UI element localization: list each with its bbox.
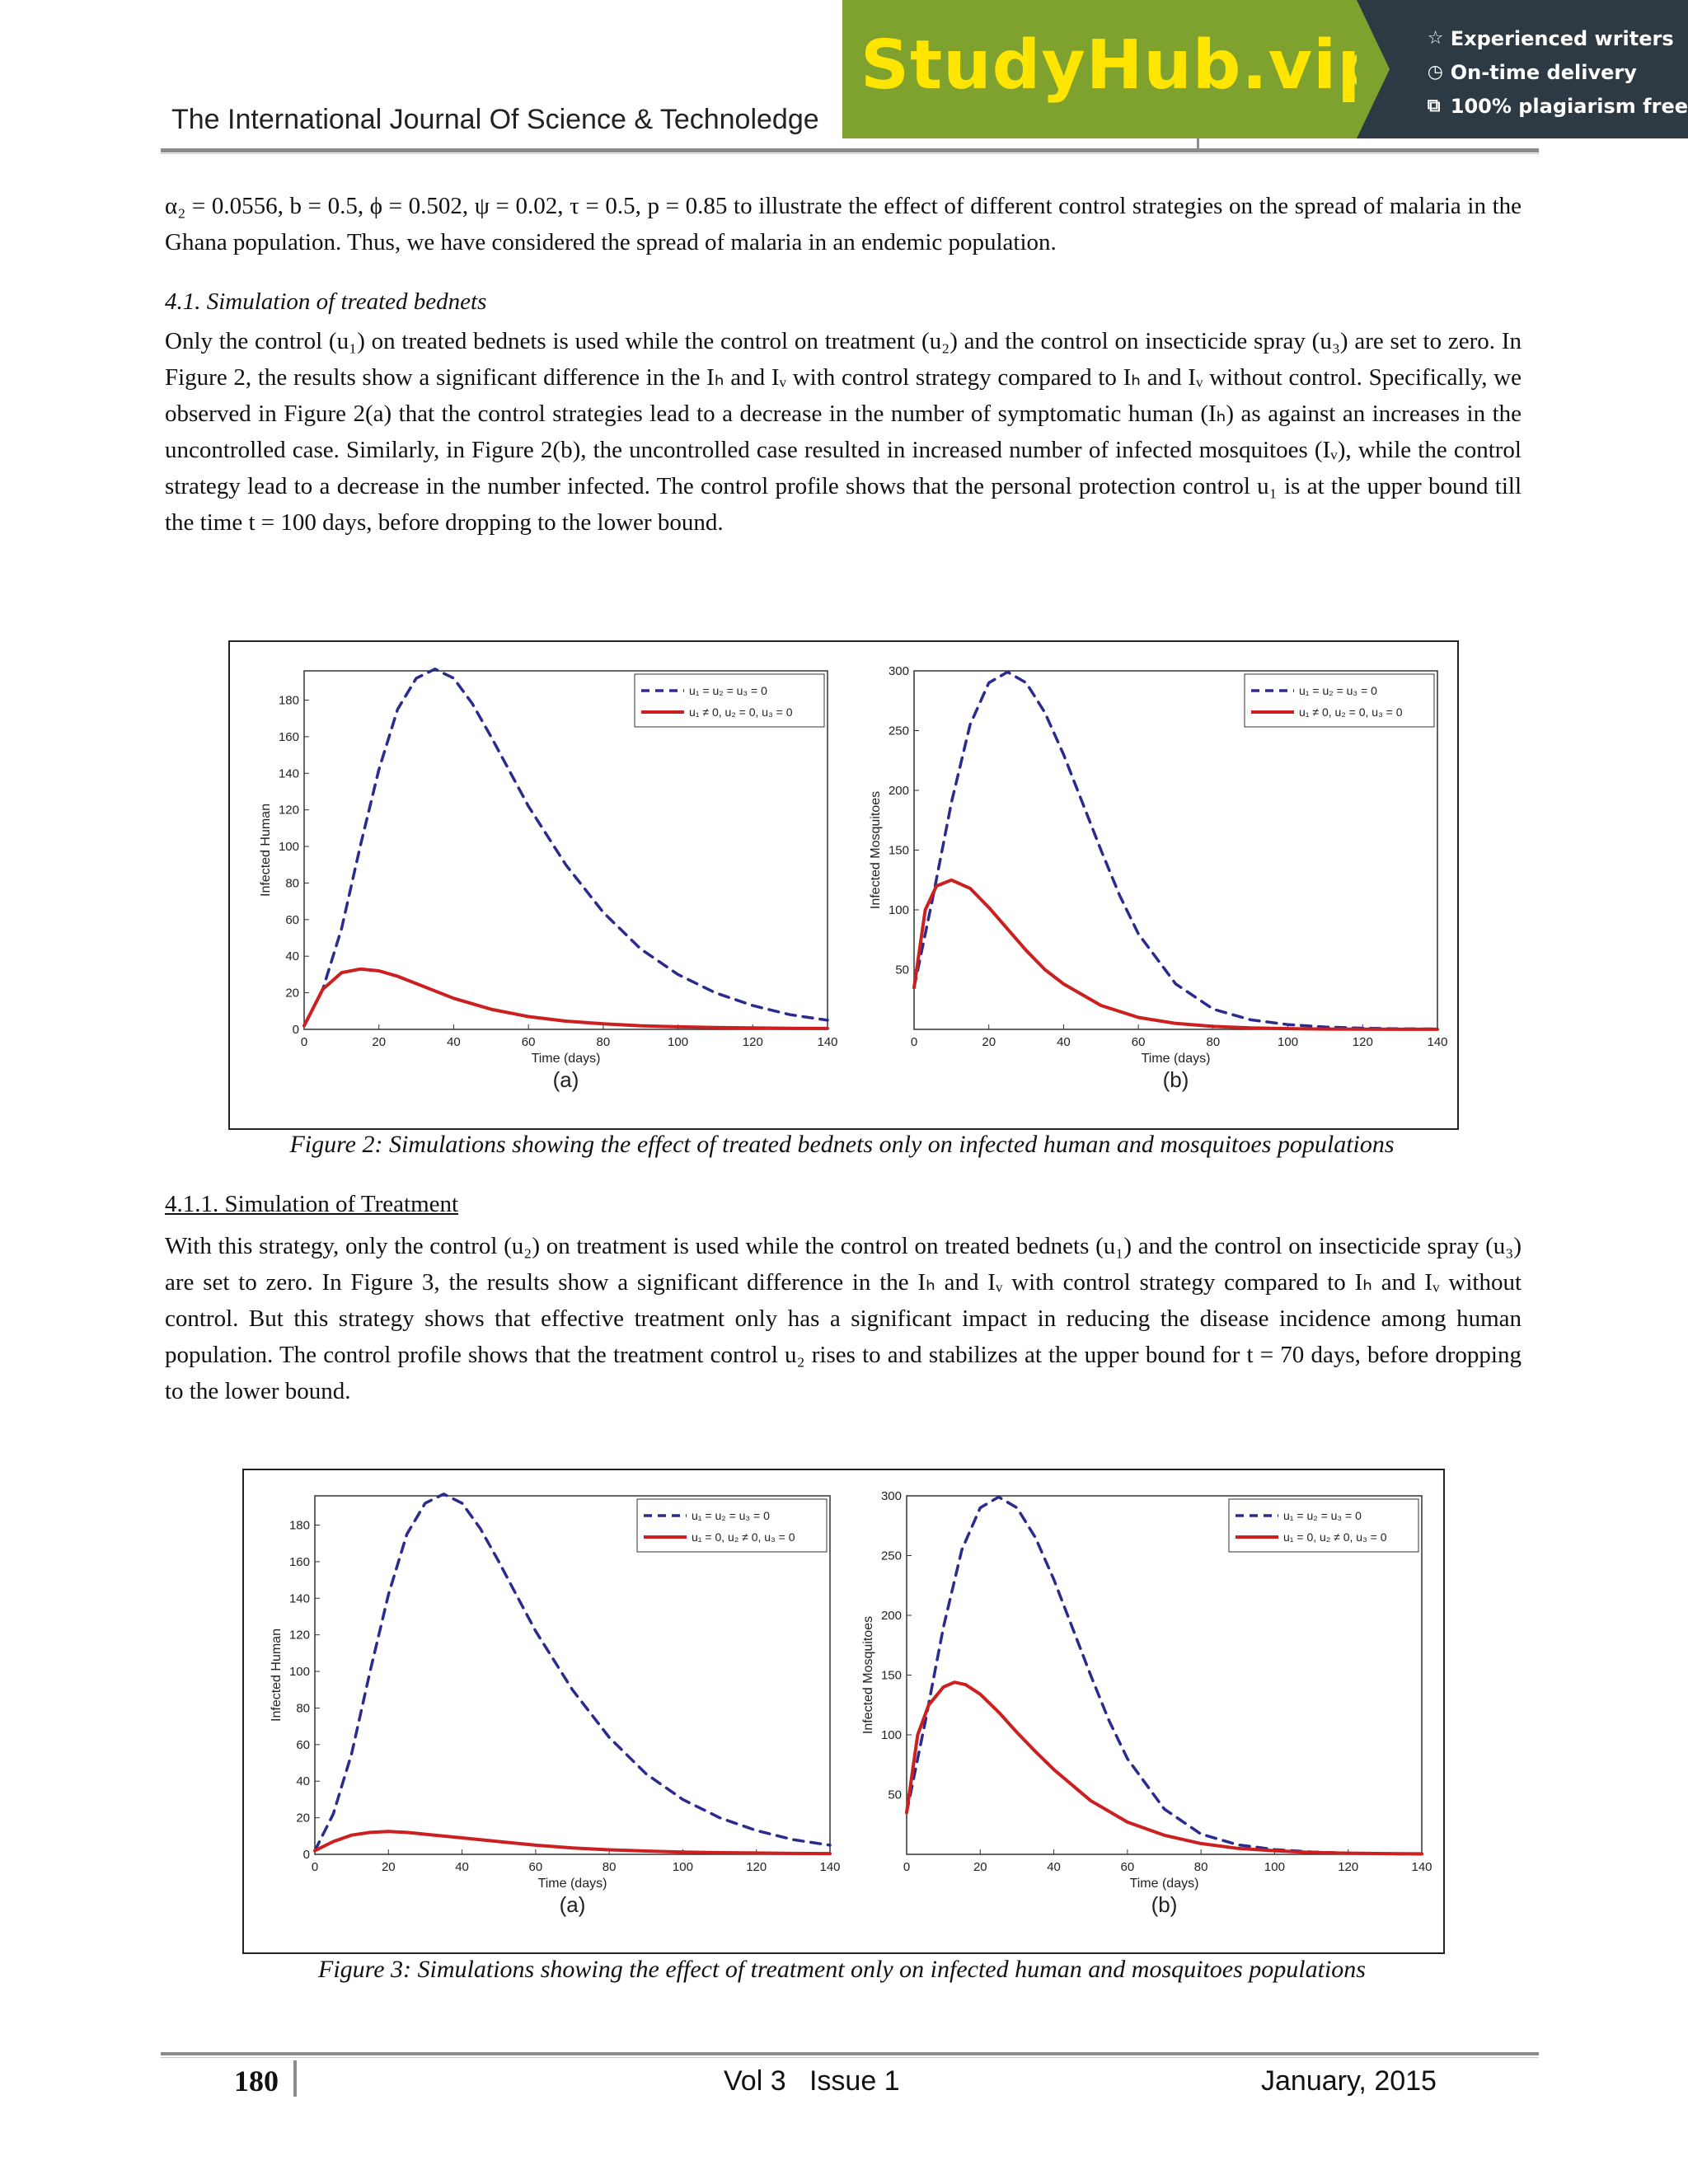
ad-feature-label: 100% plagiarism free [1450,94,1688,118]
legend-box [635,674,824,727]
y-tick-label: 160 [288,1554,310,1569]
x-tick-label: 80 [596,1035,611,1049]
bednets-paragraph: Only the control (u₁) on treated bednets is used while the control on treatment (u₂) and the control on insecticide spray (u₃) are set to zero. In Figure 2, the results show a significant difference in the Iₕ and Iᵥ with control strategy compared to Iₕ and Iᵥ without control. Specifically, we observed in Figure 2(a) that the control strategies lead to a decrease in the number of symptomatic human (Iₕ) as against an increases in the uncontrolled case. Similarly, in Figure 2(b), the uncontrolled case resulted in increased number of infected mosquitoes (Iᵥ), while the control strategy lead to a decrease in the number infected. The control profile shows that the personal protection control u₁ is at the upper bound till the time t = 100 days, before dropping to the lower bound. [165,328,1522,536]
figure-3-box [242,1469,1445,1954]
ad-feature-delivery [1428,55,1688,89]
figure-2a-chart [246,658,840,1104]
x-tick-label: 100 [668,1035,689,1049]
y-tick-label: 80 [296,1701,310,1716]
y-tick-label: 200 [888,784,909,798]
x-tick-label: 20 [372,1035,387,1049]
x-tick-label: 100 [1278,1035,1299,1049]
y-tick-label: 160 [278,729,299,744]
y-axis-label: Infected Mosquitoes [869,790,883,910]
y-tick-label: 60 [285,912,299,927]
legend-entry: u₁ = 0, u₂ ≠ 0, u₃ = 0 [1283,1530,1387,1544]
x-tick-label: 80 [1193,1860,1208,1874]
y-tick-label: 20 [285,986,299,1001]
y-tick-label: 120 [278,803,299,818]
x-tick-label: 140 [1411,1860,1432,1874]
x-tick-label: 120 [1338,1860,1359,1874]
ad-logo-panel[interactable] [842,0,1386,138]
intro-paragraph: α₂ = 0.0556, b = 0.5, ϕ = 0.502, ψ = 0.02, τ = 0.5, p = 0.85 to illustrate the effect of different control strategies on the spread of malaria in the Ghana population. Thus, we have considered the spread of malaria in an endemic population. [165,193,1522,255]
x-tick-label: 60 [1131,1035,1146,1049]
legend-box [1229,1499,1418,1552]
x-tick-label: 120 [742,1035,763,1049]
legend-box [1245,674,1434,727]
x-tick-label: 40 [1057,1035,1071,1049]
y-tick-label: 40 [285,949,299,964]
page-number: 180 [234,2064,279,2097]
x-axis-label: Time (days) [1141,1052,1211,1066]
x-tick-label: 20 [381,1860,396,1874]
y-tick-label: 200 [880,1609,902,1623]
y-tick-label: 100 [278,840,299,855]
y-tick-label: 140 [288,1591,310,1606]
ad-feature-label: Experienced writers [1450,26,1674,50]
x-tick-label: 40 [447,1035,461,1049]
x-tick-label: 40 [455,1860,469,1874]
legend-entry: u₁ = u₂ = u₃ = 0 [692,1509,770,1522]
star-icon: ☆ [1427,28,1444,49]
y-tick-label: 180 [278,693,299,708]
x-tick-label: 40 [1047,1860,1061,1874]
section-heading-treatment: 4.1.1. Simulation of Treatment [165,1191,459,1217]
y-tick-label: 0 [292,1023,299,1037]
figure-3a-chart [257,1483,842,1929]
sub-figure-label: (a) [559,1892,586,1917]
y-tick-label: 120 [288,1628,310,1643]
x-tick-label: 0 [311,1860,319,1874]
x-tick-label: 120 [746,1860,767,1874]
x-tick-label: 0 [903,1860,911,1874]
y-tick-label: 60 [296,1737,310,1752]
header-rule [161,148,1539,152]
figure-2b-chart [856,658,1450,1104]
sub-figure-label: (b) [1151,1892,1178,1917]
legend-entry: u₁ = 0, u₂ ≠ 0, u₃ = 0 [692,1530,795,1544]
controlled-series-line [315,1831,830,1854]
y-tick-label: 300 [880,1489,902,1503]
legend-entry: u₁ = u₂ = u₃ = 0 [689,684,767,697]
x-tick-label: 140 [819,1860,841,1874]
x-axis-label: Time (days) [531,1052,601,1066]
y-tick-label: 150 [888,843,909,858]
ad-features-panel [1357,0,1688,138]
sub-figure-label: (a) [552,1067,579,1092]
volume-issue: Vol 3 Issue 1 [724,2065,900,2097]
x-tick-label: 140 [817,1035,838,1049]
x-axis-label: Time (days) [537,1877,607,1891]
ad-logo[interactable]: StudyHub.vip [860,26,1386,105]
treatment-paragraph: With this strategy, only the control (u₂) on treatment is used while the control on treated bednets (u₁) and the control on insecticide spray (u₃) are set to zero. In Figure 3, the results show a significant difference in the Iₕ and Iᵥ with control strategy compared to Iₕ and Iᵥ without control. But this strategy shows that effective treatment only has a significant impact in reducing the disease incidence among human population. The control profile shows that the treatment control u₂ rises to and stabilizes at the upper bound for t = 70 days, before dropping to the lower bound. [165,1233,1522,1404]
ad-feature-label: On-time delivery [1450,60,1637,84]
y-tick-label: 80 [285,876,299,891]
y-tick-label: 20 [296,1811,310,1825]
x-tick-label: 100 [1264,1860,1285,1874]
y-tick-label: 100 [888,903,909,917]
clock-icon: ◷ [1427,62,1443,82]
legend-box [637,1499,827,1552]
y-tick-label: 250 [880,1549,902,1563]
footer-divider [293,2060,297,2097]
copy-icon: ⧉ [1427,96,1441,116]
figure-2-caption: Figure 2: Simulations showing the effect of treated bednets only on infected human and mosquitoes populations [289,1131,1395,1158]
figure-2-box [228,640,1459,1130]
legend-entry: u₁ = u₂ = u₃ = 0 [1299,684,1377,697]
y-axis-label: Infected Human [259,804,273,897]
y-tick-label: 100 [880,1728,902,1742]
controlled-series-line [914,880,1437,1029]
y-tick-label: 100 [288,1665,310,1680]
header-rule-thin [161,153,1539,154]
x-tick-label: 20 [973,1860,987,1874]
legend-entry: u₁ ≠ 0, u₂ = 0, u₃ = 0 [689,705,793,719]
sub-figure-label: (b) [1162,1067,1189,1092]
footer-rule-thin [161,2057,1539,2058]
x-tick-label: 60 [1120,1860,1135,1874]
x-tick-label: 80 [602,1860,617,1874]
y-tick-label: 0 [302,1848,310,1862]
figure-3b-chart [849,1483,1434,1929]
y-tick-label: 150 [880,1668,902,1683]
x-tick-label: 140 [1427,1035,1448,1049]
section-heading-bednets: 4.1. Simulation of treated bednets [165,288,487,315]
y-tick-label: 140 [278,766,299,781]
x-tick-label: 120 [1352,1035,1373,1049]
x-tick-label: 60 [528,1860,543,1874]
legend-entry: u₁ = u₂ = u₃ = 0 [1283,1509,1362,1522]
x-tick-label: 20 [982,1035,996,1049]
controlled-series-line [304,969,828,1029]
footer-rule [161,2052,1539,2055]
x-tick-label: 0 [910,1035,918,1049]
legend-entry: u₁ ≠ 0, u₂ = 0, u₃ = 0 [1299,705,1403,719]
studyhub-ad-banner[interactable] [842,0,1688,138]
x-axis-label: Time (days) [1129,1877,1199,1891]
journal-title: The International Journal Of Science & Technoledge [171,104,819,135]
x-tick-label: 100 [672,1860,693,1874]
issue-date: January, 2015 [1261,2065,1437,2097]
controlled-series-line [907,1682,1422,1854]
x-tick-label: 80 [1206,1035,1221,1049]
y-tick-label: 180 [288,1518,310,1533]
ad-feature-writers [1428,21,1688,55]
x-tick-label: 0 [300,1035,308,1049]
y-axis-label: Infected Human [270,1629,284,1722]
y-axis-label: Infected Mosquitoes [861,1615,875,1735]
y-tick-label: 250 [888,724,909,738]
figure-3-caption: Figure 3: Simulations showing the effect of treatment only on infected human and mosquitoes populations [318,1956,1366,1983]
y-tick-label: 50 [895,963,909,977]
y-tick-label: 300 [888,664,909,678]
ad-feature-plagiarism [1428,89,1688,123]
x-tick-label: 60 [521,1035,536,1049]
y-tick-label: 50 [888,1788,902,1802]
y-tick-label: 40 [296,1774,310,1789]
